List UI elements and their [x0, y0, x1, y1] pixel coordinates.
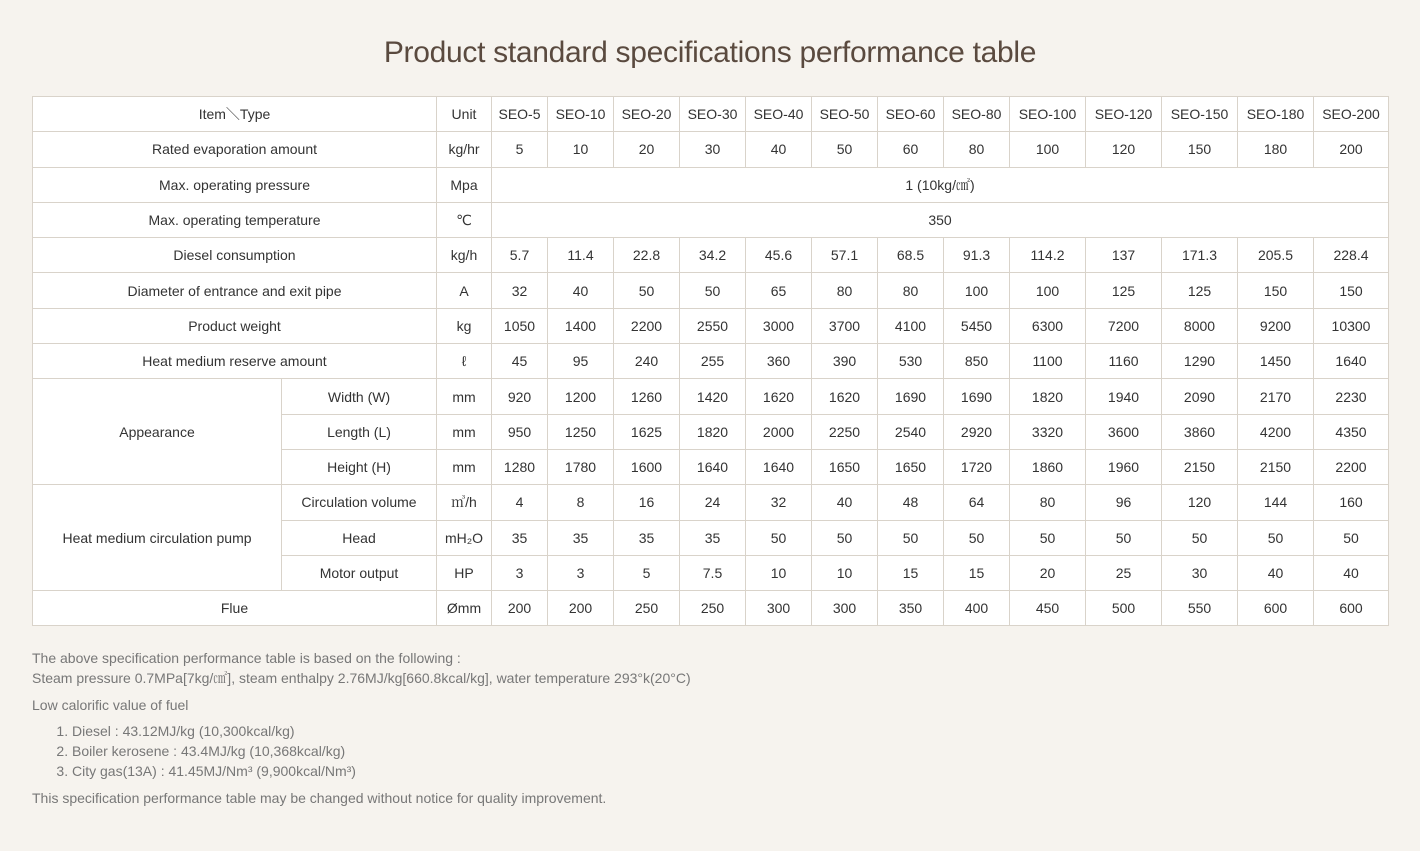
group-label: Heat medium circulation pump: [33, 485, 282, 591]
value-cell: 137: [1086, 238, 1162, 273]
value-cell: 1860: [1010, 449, 1086, 484]
value-cell: 80: [944, 132, 1010, 167]
value-cell: 228.4: [1314, 238, 1389, 273]
value-cell: 1640: [746, 449, 812, 484]
header-model: SEO-80: [944, 97, 1010, 132]
value-cell: 1280: [492, 449, 548, 484]
sub-item-label: Circulation volume: [282, 485, 437, 520]
value-cell: 450: [1010, 591, 1086, 626]
unit-cell: mm: [437, 449, 492, 484]
value-cell: 10: [746, 555, 812, 590]
value-cell: 390: [812, 344, 878, 379]
value-cell: 1160: [1086, 344, 1162, 379]
value-cell: 171.3: [1162, 238, 1238, 273]
value-cell: 1690: [944, 379, 1010, 414]
value-cell: 1400: [548, 308, 614, 343]
value-cell: 100: [1010, 273, 1086, 308]
table-row: [33, 132, 1389, 167]
value-cell: 91.3: [944, 238, 1010, 273]
value-cell: 50: [878, 520, 944, 555]
header-model: SEO-30: [680, 97, 746, 132]
value-cell: 32: [492, 273, 548, 308]
table-row: [33, 308, 1389, 343]
value-cell: 4200: [1238, 414, 1314, 449]
value-cell: 3860: [1162, 414, 1238, 449]
unit-cell: mm: [437, 414, 492, 449]
value-cell: 350: [878, 591, 944, 626]
value-cell: 1250: [548, 414, 614, 449]
value-cell: 1620: [812, 379, 878, 414]
value-cell: 1620: [746, 379, 812, 414]
value-cell: 2540: [878, 414, 944, 449]
header-model: SEO-120: [1086, 97, 1162, 132]
value-cell: 3: [492, 555, 548, 590]
value-cell: 7.5: [680, 555, 746, 590]
table-header-row: [33, 97, 1389, 132]
sub-item-label: Height (H): [282, 449, 437, 484]
notes-disclaimer: This specification performance table may be changed without notice for quality improvement.: [32, 790, 607, 806]
value-cell: 400: [944, 591, 1010, 626]
value-cell: 40: [746, 132, 812, 167]
value-cell: 1200: [548, 379, 614, 414]
value-cell: 50: [1086, 520, 1162, 555]
value-cell: 11.4: [548, 238, 614, 273]
value-cell: 24: [680, 485, 746, 520]
value-cell: 48: [878, 485, 944, 520]
value-cell: 50: [1162, 520, 1238, 555]
header-model: SEO-60: [878, 97, 944, 132]
sub-item-label: Head: [282, 520, 437, 555]
value-cell: 8: [548, 485, 614, 520]
value-cell: 240: [614, 344, 680, 379]
value-cell: 65: [746, 273, 812, 308]
value-cell: 95: [548, 344, 614, 379]
value-cell: 45.6: [746, 238, 812, 273]
value-cell: 45: [492, 344, 548, 379]
value-cell: 8000: [1162, 308, 1238, 343]
value-cell: 40: [1314, 555, 1389, 590]
notes-conditions: Steam pressure 0.7MPa[7kg/㎠], steam enthalpy 2.76MJ/kg[660.8kcal/kg], water temperature 293°k(20°C): [32, 670, 691, 686]
value-cell: 50: [944, 520, 1010, 555]
header-model: SEO-150: [1162, 97, 1238, 132]
value-cell: 50: [1010, 520, 1086, 555]
value-cell: 250: [680, 591, 746, 626]
value-cell: 1820: [1010, 379, 1086, 414]
spec-table: [32, 96, 1389, 626]
header-model: SEO-180: [1238, 97, 1314, 132]
item-label: Max. operating temperature: [33, 202, 437, 237]
value-cell: 180: [1238, 132, 1314, 167]
value-cell: 20: [1010, 555, 1086, 590]
notes-basis: The above specification performance table is based on the following :: [32, 650, 461, 666]
value-cell: 2230: [1314, 379, 1389, 414]
value-cell: 160: [1314, 485, 1389, 520]
value-cell: 1780: [548, 449, 614, 484]
value-cell: 2200: [1314, 449, 1389, 484]
value-cell: 1820: [680, 414, 746, 449]
table-row: [33, 379, 1389, 414]
value-cell: 1650: [878, 449, 944, 484]
value-cell: 1260: [614, 379, 680, 414]
value-cell: 3600: [1086, 414, 1162, 449]
value-cell: 32: [746, 485, 812, 520]
value-cell: 2150: [1238, 449, 1314, 484]
value-cell: 200: [548, 591, 614, 626]
header-model: SEO-10: [548, 97, 614, 132]
value-cell: 30: [1162, 555, 1238, 590]
value-cell: 50: [614, 273, 680, 308]
table-row: [33, 167, 1389, 202]
value-cell: 2000: [746, 414, 812, 449]
value-cell: 1290: [1162, 344, 1238, 379]
value-cell: 1940: [1086, 379, 1162, 414]
value-cell: 22.8: [614, 238, 680, 273]
page-title: Product standard specifications performance table: [383, 36, 1037, 69]
fuel-item: 3. City gas(13A) : 41.45MJ/Nm³ (9,900kcal/Nm³): [72, 761, 1332, 781]
value-cell: 50: [812, 132, 878, 167]
value-cell: 360: [746, 344, 812, 379]
value-cell: 3700: [812, 308, 878, 343]
value-cell: 255: [680, 344, 746, 379]
value-cell: 120: [1086, 132, 1162, 167]
header-unit: Unit: [437, 97, 492, 132]
fuel-item: 1. Diesel : 43.12MJ/kg (10,300kcal/kg): [72, 721, 1332, 741]
value-cell: 3: [548, 555, 614, 590]
unit-cell: ㎥/h: [437, 485, 492, 520]
value-cell: 144: [1238, 485, 1314, 520]
value-cell: 35: [548, 520, 614, 555]
value-cell: 1650: [812, 449, 878, 484]
header-model: SEO-50: [812, 97, 878, 132]
unit-cell: Ømm: [437, 591, 492, 626]
sub-item-label: Length (L): [282, 414, 437, 449]
value-cell: 4350: [1314, 414, 1389, 449]
value-cell: 4: [492, 485, 548, 520]
value-cell: 6300: [1010, 308, 1086, 343]
value-cell: 16: [614, 485, 680, 520]
value-cell: 150: [1162, 132, 1238, 167]
value-cell: 114.2: [1010, 238, 1086, 273]
value-cell: 530: [878, 344, 944, 379]
value-cell: 850: [944, 344, 1010, 379]
value-cell: 300: [746, 591, 812, 626]
table-row: [33, 202, 1389, 237]
value-cell: 2090: [1162, 379, 1238, 414]
value-cell: 7200: [1086, 308, 1162, 343]
value-cell: 600: [1238, 591, 1314, 626]
value-cell: 50: [680, 273, 746, 308]
unit-cell: ℃: [437, 202, 492, 237]
value-cell: 2170: [1238, 379, 1314, 414]
value-cell: 60: [878, 132, 944, 167]
value-cell: 200: [492, 591, 548, 626]
sub-item-label: Width (W): [282, 379, 437, 414]
merged-value-cell: 350: [492, 202, 1389, 237]
value-cell: 500: [1086, 591, 1162, 626]
value-cell: 2200: [614, 308, 680, 343]
group-label: Appearance: [33, 379, 282, 485]
value-cell: 35: [680, 520, 746, 555]
value-cell: 300: [812, 591, 878, 626]
value-cell: 150: [1238, 273, 1314, 308]
value-cell: 100: [1010, 132, 1086, 167]
header-model: SEO-5: [492, 97, 548, 132]
value-cell: 1600: [614, 449, 680, 484]
item-label: Max. operating pressure: [33, 167, 437, 202]
value-cell: 34.2: [680, 238, 746, 273]
value-cell: 5.7: [492, 238, 548, 273]
item-label: Heat medium reserve amount: [33, 344, 437, 379]
value-cell: 600: [1314, 591, 1389, 626]
unit-cell: mm: [437, 379, 492, 414]
value-cell: 20: [614, 132, 680, 167]
item-label: Diameter of entrance and exit pipe: [33, 273, 437, 308]
value-cell: 40: [1238, 555, 1314, 590]
fuel-item: 2. Boiler kerosene : 43.4MJ/kg (10,368kcal/kg): [72, 741, 1332, 761]
table-row: [33, 591, 1389, 626]
value-cell: 125: [1162, 273, 1238, 308]
merged-value-cell: 1 (10kg/㎠): [492, 167, 1389, 202]
value-cell: 5: [614, 555, 680, 590]
value-cell: 10300: [1314, 308, 1389, 343]
header-model: SEO-40: [746, 97, 812, 132]
value-cell: 25: [1086, 555, 1162, 590]
value-cell: 96: [1086, 485, 1162, 520]
value-cell: 2250: [812, 414, 878, 449]
value-cell: 100: [944, 273, 1010, 308]
value-cell: 40: [812, 485, 878, 520]
value-cell: 5450: [944, 308, 1010, 343]
value-cell: 35: [614, 520, 680, 555]
value-cell: 80: [878, 273, 944, 308]
value-cell: 1690: [878, 379, 944, 414]
value-cell: 1100: [1010, 344, 1086, 379]
value-cell: 10: [548, 132, 614, 167]
value-cell: 1640: [1314, 344, 1389, 379]
header-item-type: Item＼Type: [33, 97, 437, 132]
value-cell: 50: [1238, 520, 1314, 555]
unit-cell: HP: [437, 555, 492, 590]
value-cell: 205.5: [1238, 238, 1314, 273]
table-row: [33, 344, 1389, 379]
value-cell: 80: [812, 273, 878, 308]
value-cell: 30: [680, 132, 746, 167]
value-cell: 1720: [944, 449, 1010, 484]
unit-cell: Mpa: [437, 167, 492, 202]
table-row: [33, 485, 1389, 520]
value-cell: 50: [1314, 520, 1389, 555]
item-label: Product weight: [33, 308, 437, 343]
value-cell: 80: [1010, 485, 1086, 520]
item-label: Flue: [33, 591, 437, 626]
table-row: [33, 238, 1389, 273]
sub-item-label: Motor output: [282, 555, 437, 590]
header-model: SEO-20: [614, 97, 680, 132]
table-row: [33, 273, 1389, 308]
value-cell: 57.1: [812, 238, 878, 273]
unit-cell: A: [437, 273, 492, 308]
value-cell: 35: [492, 520, 548, 555]
value-cell: 920: [492, 379, 548, 414]
fuel-list: [32, 721, 1332, 781]
unit-cell: ℓ: [437, 344, 492, 379]
value-cell: 2920: [944, 414, 1010, 449]
notes: [32, 648, 1332, 808]
value-cell: 120: [1162, 485, 1238, 520]
value-cell: 15: [878, 555, 944, 590]
value-cell: 5: [492, 132, 548, 167]
value-cell: 1640: [680, 449, 746, 484]
value-cell: 50: [812, 520, 878, 555]
value-cell: 1625: [614, 414, 680, 449]
value-cell: 950: [492, 414, 548, 449]
value-cell: 1420: [680, 379, 746, 414]
value-cell: 550: [1162, 591, 1238, 626]
value-cell: 1450: [1238, 344, 1314, 379]
value-cell: 250: [614, 591, 680, 626]
value-cell: 50: [746, 520, 812, 555]
notes-calorific-heading: Low calorific value of fuel: [32, 697, 189, 713]
header-model: SEO-200: [1314, 97, 1389, 132]
value-cell: 40: [548, 273, 614, 308]
value-cell: 2550: [680, 308, 746, 343]
unit-cell: kg/h: [437, 238, 492, 273]
value-cell: 4100: [878, 308, 944, 343]
header-model: SEO-100: [1010, 97, 1086, 132]
unit-cell: mH₂O: [437, 520, 492, 555]
unit-cell: kg: [437, 308, 492, 343]
item-label: Rated evaporation amount: [33, 132, 437, 167]
value-cell: 15: [944, 555, 1010, 590]
unit-cell: kg/hr: [437, 132, 492, 167]
value-cell: 2150: [1162, 449, 1238, 484]
value-cell: 200: [1314, 132, 1389, 167]
value-cell: 125: [1086, 273, 1162, 308]
value-cell: 1050: [492, 308, 548, 343]
value-cell: 150: [1314, 273, 1389, 308]
value-cell: 1960: [1086, 449, 1162, 484]
value-cell: 9200: [1238, 308, 1314, 343]
item-label: Diesel consumption: [33, 238, 437, 273]
value-cell: 68.5: [878, 238, 944, 273]
value-cell: 10: [812, 555, 878, 590]
value-cell: 3320: [1010, 414, 1086, 449]
value-cell: 3000: [746, 308, 812, 343]
value-cell: 64: [944, 485, 1010, 520]
